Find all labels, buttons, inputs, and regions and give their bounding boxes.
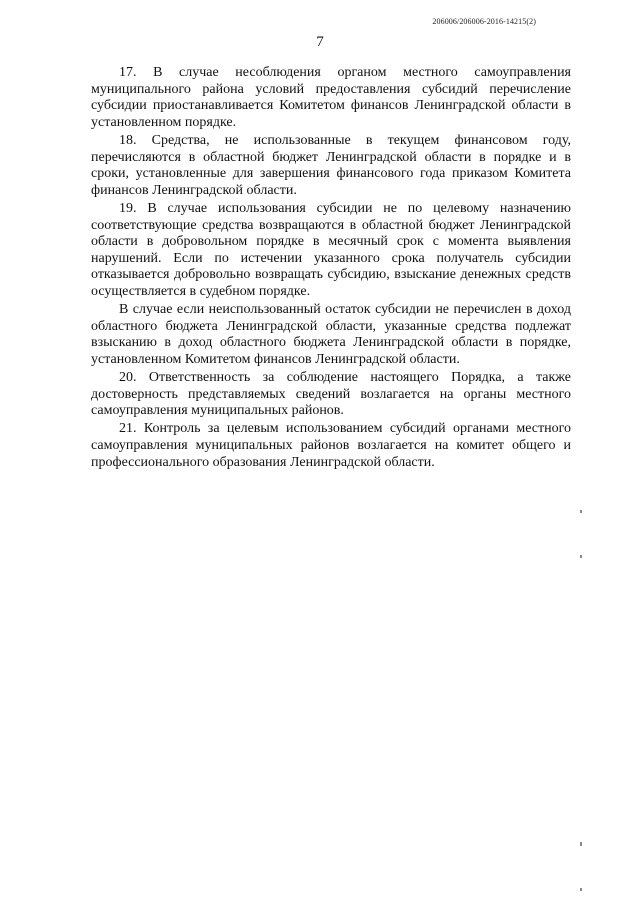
paragraph-21: 21. Контроль за целевым использованием субсидий органами местного самоуправления муниципальных районов возлагается на комитет общего и профессионального образования Ленинградской области.	[91, 421, 571, 470]
paragraph-17: 17. В случае несоблюдения органом местного самоуправления муниципального района условий предоставления субсидий перечисление субсидии приостанавливается Комитетом финансов Ленинградской области в установленном порядке.	[91, 65, 571, 130]
scan-speck	[580, 842, 582, 846]
paragraph-19: 19. В случае использования субсидии не по целевому назначению соответствующие средства возвращаются в областной бюджет Ленинградской области в добровольном порядке в месячный срок с момента выявления нарушений. Если по истечении указанного срока получатель субсидии отказывается добровольно возвращать субсидию, взыскание денежных средств осуществляется в судебном порядке.	[91, 200, 571, 299]
paragraph-18: 18. Средства, не использованные в текущем финансовом году, перечисляются в областной бюджет Ленинградской области в порядке и в сроки, установленные для завершения финансового года приказом Комитета финансов Ленинградской области.	[91, 132, 571, 198]
paragraph-19-continued: В случае если неиспользованный остаток субсидии не перечислен в доход областного бюджета Ленинградской области, указанные средства подлежат взысканию в доход областного бюджета Ленинградской области в порядке, установленном Комитетом финансов Ленинградской области.	[91, 302, 571, 367]
document-code: 206006/206006-2016-14215(2)	[432, 17, 536, 26]
scan-speck	[580, 888, 582, 891]
paragraph-20: 20. Ответственность за соблюдение настоящего Порядка, а также достоверность представляемых сведений возлагается на органы местного самоуправления муниципальных районов.	[91, 370, 571, 419]
scan-speck	[580, 555, 582, 558]
scan-speck	[580, 510, 582, 513]
page-number: 7	[316, 34, 324, 50]
document-body	[91, 65, 571, 473]
